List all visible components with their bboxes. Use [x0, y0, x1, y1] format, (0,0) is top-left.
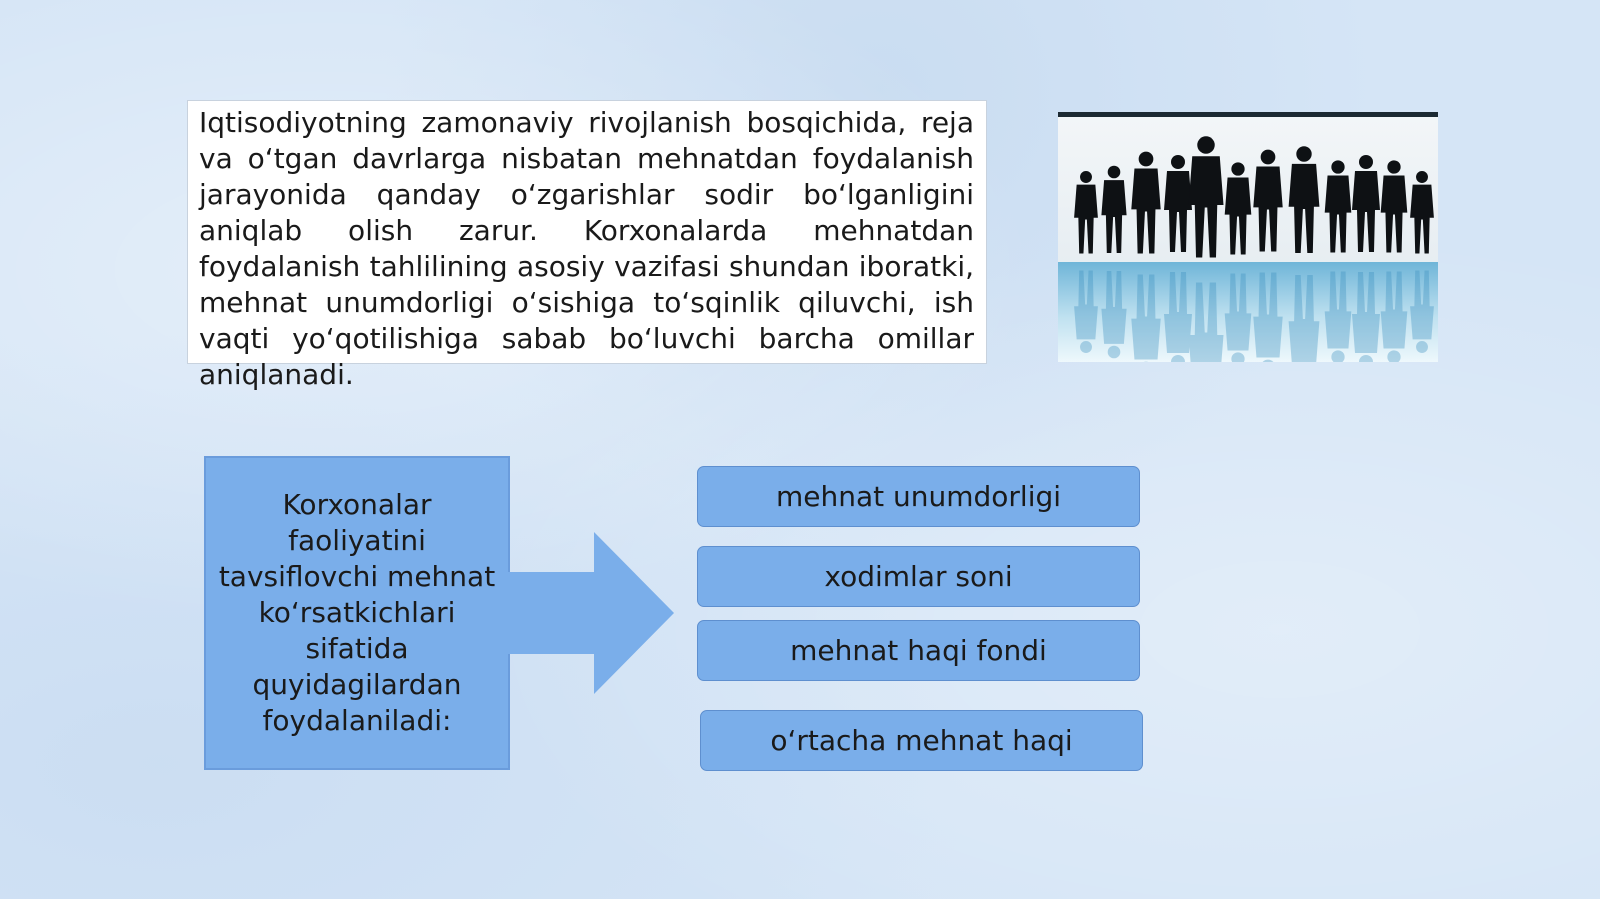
intro-paragraph: Iqtisodiyotning zamonaviy rivojlanish bosqichida, reja va o‘tgan davrlarga nisbatan mehnatdan foydalanish jarayonida qanday o‘zgarishlar sodir bo‘lganligini aniqlab olish zarur. Korxonalarda mehnatdan foydalanish tahlilining asosiy vazifasi shundan iboratki, mehnat unumdorligi o‘sishiga to‘sqinlik qiluvchi, ish vaqti yo‘qotilishiga sabab bo‘luvchi barcha omillar aniqlanadi. — [199, 106, 974, 391]
indicator-item-3: mehnat haqi fondi — [697, 620, 1140, 681]
indicators-description-text: Korxonalar faoliyatini tavsiflovchi mehnat ko‘rsatkichlari sifatida quyidagilardan foydalaniladi: — [218, 488, 496, 737]
indicator-item-4: o‘rtacha mehnat haqi — [700, 710, 1143, 771]
indicator-item-1: mehnat unumdorligi — [697, 466, 1140, 527]
right-arrow-icon — [508, 532, 678, 694]
business-people-photo — [1058, 112, 1438, 362]
indicator-item-2: xodimlar soni — [697, 546, 1140, 607]
indicators-description-box — [204, 456, 510, 770]
